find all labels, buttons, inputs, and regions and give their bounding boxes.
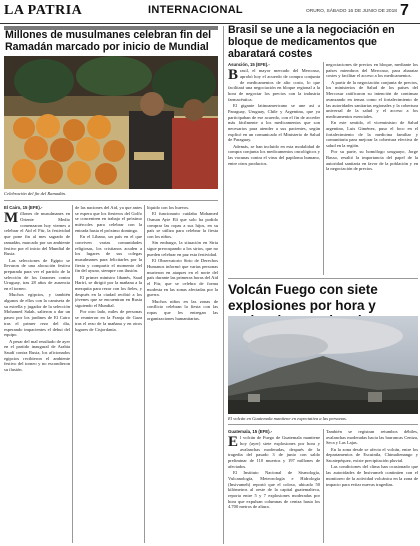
brasil-paragraph: rasil, el mayor mercado del Mercosur, aprobó hoy el acuerdo de compra conjunta de medicamentos de alto costo, lo que facilitará una negociación en bloque regional a la hora de negociar los precios con la industria farmacéutica.: [228, 68, 320, 102]
section-title: INTERNACIONAL: [148, 4, 243, 16]
ramadan-photo-caption: Celebración del fin del Ramadán.: [4, 191, 67, 196]
left-paragraph: Muchos niños en las zonas de conflicto celebran la fiesta con las ropas que les entregan las organizaciones humanitarias.: [147, 298, 218, 321]
left-paragraph: El Observatorio Sirio de Derechos Humanos informó que varias personas murieron en ataques en el norte del país durante las primeras horas del Aid el Fitr, que se celebra de forma modesta en las zonas afectadas por la guerra.: [147, 258, 218, 298]
brasil-paragraph: A partir de la negociación conjunta de precios, los ministerios de Salud de los países del Mercosur ratificaron su intención de continuar avanzando en temas como el fortalecimiento de las autoridades sanitarias regionales y la cobertura universal de la salud y el acceso a los medicamentos esenciales.: [326, 79, 418, 119]
volcan-article-column-1: [228, 429, 320, 545]
left-article-column-1: [4, 205, 70, 545]
volcan-paragraph: l volcán de Fuego de Guatemala mantiene hoy (ayer) siete explosiones por hora y avalanchas moderadas, después de la tragedia del pasado 3 de junio con saldo preliminar de 110 muertos y 197 millones de afectados.: [228, 435, 320, 469]
volcan-paragraph: En la zona desde se afecta el volcán, entre los departamentos de Escuintla, Chimaltenango y Sacatepéquez, existe precipitación pluvial.: [326, 446, 418, 464]
right-section-rule: [228, 278, 418, 279]
page-number: 7: [400, 2, 409, 19]
brasil-paragraph: negociaciones de precios en bloque, mediante los países miembros del Mercosur, para abaratar costes y facilitar el acceso a los medicamentos.: [326, 62, 418, 79]
left-paragraph: A pesar del mal resultado de ayer en el partido inaugural de Arabia Saudí contra Rusia, los aficionados egipcios recibieron el ambiente festivo del torneo y no escondieron su ilusión.: [4, 338, 70, 373]
volcan-drop-cap: E: [228, 434, 239, 451]
newspaper-logo: LA PATRIA: [4, 3, 83, 18]
brasil-column-rule: [323, 62, 324, 275]
left-drop-cap: M: [4, 210, 19, 227]
left-paragraph: Por otro lado, miles de personas se reunieron en la Franja de Gaza tras el rezo de la mañana y en otros lugares de Cisjordania.: [75, 309, 142, 332]
left-article-column-2: [75, 205, 142, 545]
left-paragraph: líquido con los huevos.: [147, 205, 190, 210]
brasil-paragraph: En este sentido, el viceministro de Salud argentino, Luis Giménez, puso el foco en el fortalecimiento de la medicina familiar y comunitaria para mejorar la cobertura efectiva de salud en la región.: [326, 120, 418, 149]
issue-date: ORURO, SÁBADO 16 DE JUNIO DE 2018: [306, 9, 397, 14]
page-column-rule: [223, 26, 224, 544]
volcano-photo: [228, 316, 418, 414]
ramadan-photo: [4, 56, 218, 189]
left-paragraph: Las selecciones de Egipto se llevaron de una alocución festiva preparada para ver el partido de la selección de los faraones contra Uruguay, tras 28 años de ausencia en el torneo.: [4, 257, 70, 292]
brasil-paragraph: Por su parte, su homólogo uruguayo, Jorge Basso, resaltó la importancia del papel de la autoridad sanitaria en favor de la población y en la negociación de precios.: [326, 149, 418, 172]
left-column-rule: [72, 205, 73, 543]
left-article-column-3: [147, 205, 218, 545]
left-paragraph: El primer ministro libanés, Saad Harírí, se dirigió por la mañana a la mezquita para rezar con los fieles, y después en la ciudad recibió a los jóvenes que se encuentran en Rusia siguiendo el Mundial.: [75, 274, 142, 309]
left-column-rule: [144, 205, 145, 543]
left-article-dateline: El Cairo, 15 (EFE).-: [4, 205, 43, 210]
brasil-article-column-1: [228, 62, 320, 277]
left-paragraph: En el Líbano, un país en el que conviven varias comunidades religiosas, los cristianos acuden a los lugares de sus colegas musulmanes para felicitarles por la fiesta y compartir el momento del fin del ayuno, siempre con ilusión.: [75, 234, 142, 274]
left-paragraph: El funcionario cuidaba Mohamed Osman Ayie Elí que solo ha podido comprar las ropas a sus hijos, en su país se utiliza para celebrar la fiesta con los niños.: [147, 211, 218, 240]
volcan-paragraph: También se registran retumbos débiles, avalanchas moderadas hacia las barrancas Ceniza, Seca y Las Lajas.: [326, 429, 418, 446]
left-caption-rule: [4, 200, 218, 201]
volcan-column-rule: [323, 429, 324, 543]
left-paragraph: Sin embargo, la situación en Siria sigue preocupando a los sirios, que no pueden celebrar en paz esta festividad.: [147, 240, 218, 257]
brasil-paragraph: Además, se han incluido en esta modalidad de compra conjunta los medicamentos oncológicos y las vacunas contra el virus del papiloma humano, entre otros productos.: [228, 143, 320, 166]
volcano-caption-rule: [228, 424, 418, 425]
volcano-photo-illustration: [228, 316, 418, 414]
left-paragraph: Muchos egipcios, y también algunos de ellos con la camiseta de su estrella y jugador de la selección Mohamed Salah, salieron a dar un paseo por los jardines de El Cairo tras el primer rezo del día, esperando impacientes el debut del equipo.: [4, 292, 70, 338]
ramadan-photo-illustration: [4, 56, 218, 189]
left-article-headline: Millones de musulmanes celebran fin del Ramadán marcado por inicio de Mundial: [5, 29, 212, 53]
volcan-article-column-2: [326, 429, 418, 545]
volcano-photo-caption: El volcán en Guatemala mantiene en expectativa a las personas.: [228, 416, 347, 421]
masthead: [0, 0, 420, 24]
left-paragraph: illones de musulmanes en Oriente Medio comenzaron hoy viernes a celebrar el Aid el Fitr, la festividad que pone fin al mes sagrado de ramadán, marcado por un ambiente festivo por el inicio del Mundial de Rusia.: [4, 211, 70, 257]
brasil-article-dateline: Asunción, 15 (EFE).-: [228, 62, 270, 67]
brasil-paragraph: El gigante latinoamericano se une así a Paraguay, Uruguay, Chile y Argentina, que ya participaban de ese acuerdo, con el fin de acceder más fácilmente a los medicamentos que son necesarios para atender a sus pacientes, según explicó en un comunicado el Ministerio de Salud de Paraguay.: [228, 103, 320, 143]
volcan-article-dateline: Guatemala, 15 (EFE).-: [228, 429, 273, 434]
left-paragraph: de las naciones del Aid, ya que antes se espera que los fiesteros del Golfo se concentren en trabajo el próximo miércoles para celebrar con la entrada hasta el próximo domingo.: [75, 205, 142, 233]
volcan-paragraph: El Instituto Nacional de Sismología, Vulcanología, Meteorología e Hidrología (Insivumeh) reportó que el coloso, ubicado 50 kilómetros al oeste de la capital guatemalteca, reporta entre 5 y 7 explosiones moderadas por hora que expulsan columnas de ceniza hasta los 4.700 metros de altura.: [228, 470, 320, 510]
volcan-article-headline: Volcán Fuego con siete explosiones por hora y: [228, 282, 378, 313]
volcan-paragraph: Las condiciones del clima han ocasionado que las autoridades de Insivumeh continúen con el monitoreo de la actividad volcánica en la zona de impacto para evitar nuevas tragedias.: [326, 464, 418, 487]
brasil-article-column-2: [326, 62, 418, 277]
brasil-drop-cap: B: [228, 67, 239, 84]
brasil-article-headline: Brasil se une a la negociación en bloque de medicamentos que abaratará costes: [228, 24, 395, 60]
